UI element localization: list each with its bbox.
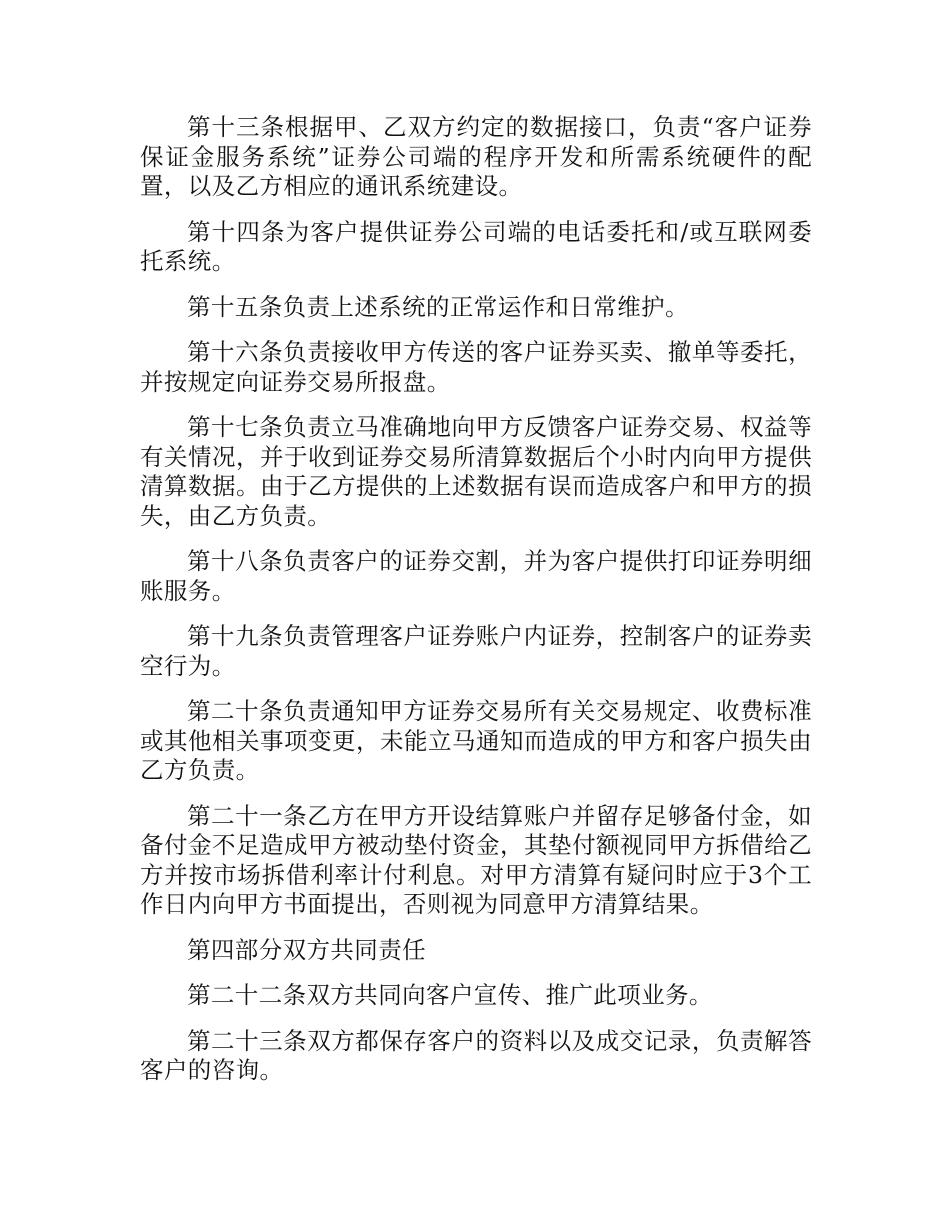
article-22-paragraph: 第二十二条双方共同向客户宣传、推广此项业务。 — [187, 981, 713, 1009]
article-16-paragraph: 第十六条负责接收甲方传送的客户证券买卖、撤单等委托，并按规定向证券交易所报盘。 — [140, 338, 812, 396]
article-13-paragraph: 第十三条根据甲、乙双方约定的数据接口，负责“客户证券保证金服务系统”证券公司端的程序开发和所需系统硬件的配置，以及乙方相应的通讯系统建设。 — [140, 113, 812, 200]
article-15-paragraph: 第十五条负责上述系统的正常运作和日常维护。 — [187, 292, 689, 321]
document-body — [140, 113, 812, 1102]
article-21-paragraph: 第二十一条乙方在甲方开设结算账户并留存足够备付金，如备付金不足造成甲方被动垫付资金，其垫付额视同甲方拆借给乙方并按市场拆借利率计付利息。对甲方清算有疑问时应于3个工作日内向甲方书面提出，否则视为同意甲方清算结果。 — [140, 801, 812, 918]
article-17-paragraph: 第十七条负责立马准确地向甲方反馈客户证券交易、权益等有关情况，并于收到证券交易所清算数据后个小时内向甲方提供清算数据。由于乙方提供的上述数据有误而造成客户和甲方的损失，由乙方负责。 — [140, 413, 812, 530]
article-20-paragraph: 第二十条负责通知甲方证券交易所有关交易规定、收费标准或其他相关事项变更，未能立马通知而造成的甲方和客户损失由乙方负责。 — [140, 697, 812, 784]
article-19-paragraph: 第十九条负责管理客户证券账户内证券，控制客户的证券卖空行为。 — [140, 622, 812, 680]
section-heading-part-4: 第四部分双方共同责任 — [187, 935, 426, 964]
article-23-paragraph: 第二十三条双方都保存客户的资料以及成交记录，负责解答客户的咨询。 — [140, 1026, 812, 1084]
article-18-paragraph: 第十八条负责客户的证券交割，并为客户提供打印证券明细账服务。 — [140, 547, 812, 605]
article-14-paragraph: 第十四条为客户提供证券公司端的电话委托和/或互联网委托系统。 — [140, 217, 812, 275]
